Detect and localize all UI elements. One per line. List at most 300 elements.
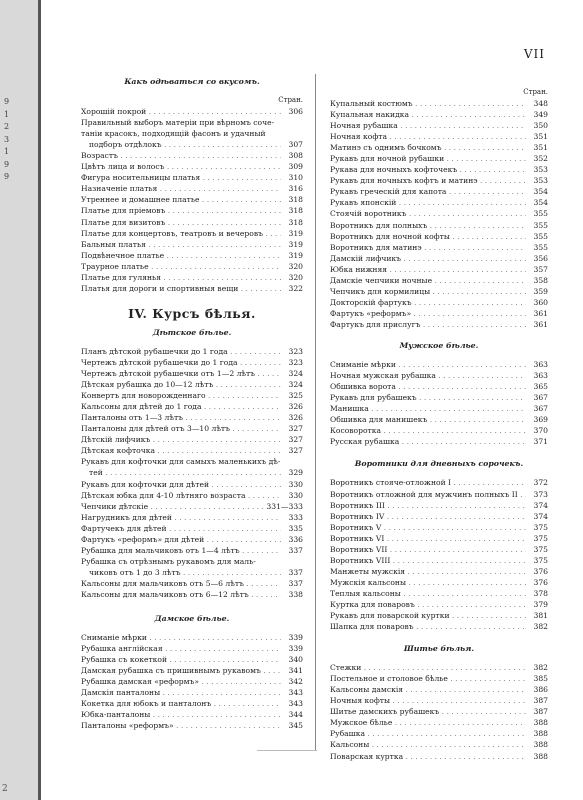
toc-entry (330, 621, 548, 632)
entry-title: Воротникъ отложной для мужчинъ полныхъ II . . . (330, 489, 526, 500)
toc-entry (81, 346, 303, 357)
entry-page: 316 (288, 184, 303, 194)
entry-title: Купальный костюмъ . . . (330, 98, 526, 109)
entry-page: 351 (533, 132, 548, 142)
entry-page: 388 (533, 751, 548, 761)
toc-entry (81, 283, 303, 294)
toc-entry (330, 566, 548, 577)
toc-entry (330, 286, 548, 297)
entry-page: 365 (533, 382, 548, 392)
entry-page: 375 (533, 522, 548, 532)
toc-entry (330, 109, 548, 120)
entry-title: Мужскія кальсоны . . . (330, 577, 526, 588)
entry-page: 322 (288, 283, 303, 293)
toc-entry (81, 205, 303, 216)
entry-page: 355 (533, 231, 548, 241)
toc-entry (330, 577, 548, 588)
entry-title: Рукавъ для ночныхъ кофтъ и матинэ . . . (330, 175, 526, 186)
entry-page: 307 (288, 140, 303, 150)
entry-page: 351 (533, 143, 548, 153)
margin-mark: 1 (4, 109, 10, 119)
toc-entry (81, 250, 303, 261)
entry-page: 355 (533, 242, 548, 252)
entry-page: 355 (533, 209, 548, 219)
toc-list (330, 98, 548, 330)
section-title: Дамское бѣлье. (154, 614, 230, 624)
entry-title: Платья для дороги и спортивныя вещи . . . (81, 283, 281, 294)
toc-entry (81, 357, 303, 368)
margin-mark: 9 (4, 97, 10, 106)
toc-entry (330, 599, 548, 610)
toc-entry (330, 253, 548, 264)
entry-page: 355 (533, 220, 548, 230)
margin-mark: 2 (4, 122, 10, 131)
entry-title: Кокетка для юбокъ и панталонъ . . . (81, 698, 281, 709)
toc-entry (81, 512, 303, 523)
entry-page: 340 (288, 655, 303, 665)
entry-title: Рубашка . . . (330, 728, 526, 739)
toc-entry (330, 588, 548, 599)
entry-page: 356 (533, 253, 548, 263)
entry-page: 382 (533, 622, 548, 632)
toc-entry (330, 751, 548, 762)
entry-title: Фартучекъ для дѣтей . . . (81, 523, 281, 534)
entry-title: Рубашка дамская «реформъ» . . . (81, 676, 281, 687)
entry-title: Матинэ съ однимъ бочкомъ . . . (330, 142, 526, 153)
entry-page: 341 (288, 666, 303, 676)
entry-title: Купальная накидка . . . (330, 109, 526, 120)
toc-entry (330, 153, 548, 164)
entry-title: Конвертъ для новорожденнаго . . . (81, 390, 281, 401)
entry-title: Рубашка съ кокеткой . . . (81, 654, 281, 665)
entry-page: 363 (533, 360, 548, 370)
entry-page: 375 (533, 544, 548, 554)
entry-title: Дѣтскій лифчикъ . . . (81, 434, 281, 445)
entry-page: 374 (533, 511, 548, 521)
entry-page: 357 (533, 264, 548, 274)
entry-title: Обшивка ворота . . . (330, 381, 526, 392)
toc-entry (330, 533, 548, 544)
toc-entry (330, 275, 548, 286)
entry-title: Платье для пріемовъ . . . (81, 205, 281, 216)
toc-entry (330, 695, 548, 706)
toc-entry (330, 381, 548, 392)
toc-entry (81, 161, 303, 172)
entry-title: Рукава для ночныхъ кофточекъ . . . (330, 164, 526, 175)
entry-title: Кальсоны дамскія . . . (330, 684, 526, 695)
toc-entry (330, 120, 548, 131)
entry-title: Дамскій лифчикъ . . . (330, 253, 526, 264)
entry-page: 333 (288, 512, 303, 522)
entry-page: 352 (533, 154, 548, 164)
entry-title: Воротникъ VIII . . . (330, 555, 526, 566)
entry-page: 371 (533, 437, 548, 447)
entry-page: 359 (533, 286, 548, 296)
entry-page: 320 (288, 272, 303, 282)
entry-title: Панталоны «реформъ» . . . (81, 720, 281, 731)
toc-entry (81, 490, 303, 501)
entry-page: 387 (533, 707, 548, 717)
entry-page: 327 (288, 446, 303, 456)
entry-page: 375 (533, 533, 548, 543)
entry-page: 350 (533, 121, 548, 131)
entry-title: Рукавъ для поварской куртки . . . (330, 610, 526, 621)
entry-title: Панталоны для дѣтей отъ 3—10 лѣтъ . . . (81, 423, 281, 434)
page-column-header: Стран. (523, 88, 548, 96)
entry-title: Кальсоны . . . (330, 739, 526, 750)
entry-title: Сниманіе мѣрки . . . (330, 359, 526, 370)
entry-page: 358 (533, 275, 548, 285)
entry-title: Докторскій фартукъ . . . (330, 297, 526, 308)
toc-entry (330, 610, 548, 621)
toc-entry (81, 261, 303, 272)
entry-page: 320 (288, 261, 303, 271)
entry-title: Шитье дамскихъ рубашекъ . . . (330, 706, 526, 717)
toc-entry (330, 728, 548, 739)
entry-title: Воротникъ для ночной кофты . . . (330, 231, 526, 242)
entry-page: 318 (288, 217, 303, 227)
toc-entry (330, 684, 548, 695)
entry-page: 343 (288, 699, 303, 709)
toc-entry (81, 128, 303, 139)
entry-title: Стежки . . . (330, 662, 526, 673)
entry-page: 327 (288, 435, 303, 445)
entry-page: 337 (288, 567, 303, 577)
entry-title: Постельное и столовое бѣлье . . . (330, 673, 526, 684)
entry-page: 353 (533, 176, 548, 186)
toc-entry (330, 208, 548, 219)
toc-entry (81, 687, 303, 698)
entry-title: Возрастъ . . . (81, 150, 281, 161)
toc-entry (330, 436, 548, 447)
entry-page: 343 (288, 688, 303, 698)
entry-title: Воротникъ IV . . . (330, 511, 526, 522)
toc-entry (330, 392, 548, 403)
entry-page: 367 (533, 393, 548, 403)
entry-page: 348 (533, 99, 548, 108)
toc-entry (330, 673, 548, 684)
entry-page: 327 (288, 424, 303, 434)
entry-title: Рубашка англійская . . . (81, 643, 281, 654)
entry-title: Юбка нижняя . . . (330, 264, 526, 275)
toc-entry (330, 142, 548, 153)
entry-page: 324 (288, 369, 303, 379)
entry-title: Фигура носительницы платья . . . (81, 172, 281, 183)
toc-list (330, 477, 548, 632)
section-title: Воротники для дневныхъ сорочекъ. (354, 459, 524, 469)
toc-entry (81, 239, 303, 250)
toc-entry (81, 556, 303, 567)
toc-entry (330, 297, 548, 308)
toc-entry (81, 172, 303, 183)
entry-title: Юбка-панталоны . . . (81, 709, 281, 720)
entry-title: Ночная рубашка . . . (330, 120, 526, 131)
entry-page: 369 (533, 415, 548, 425)
toc-entry (330, 131, 548, 142)
column-divider (315, 74, 316, 750)
toc-entry (81, 423, 303, 434)
toc-entry (330, 242, 548, 253)
entry-title: Обшивка для манишекъ . . . (330, 414, 526, 425)
toc-entry (81, 676, 303, 687)
entry-title: Теплыя кальсоны . . . (330, 588, 526, 599)
entry-page: 349 (533, 110, 548, 120)
entry-page: 326 (288, 402, 303, 412)
entry-title: Фартукъ «реформъ» для дѣтей . . . (81, 534, 281, 545)
entry-page: 344 (288, 710, 303, 720)
entry-title: Рубашка для мальчиковъ отъ 1—4 лѣтъ . . . (81, 545, 281, 556)
entry-title: Воротникъ VI . . . (330, 533, 526, 544)
entry-page: 310 (288, 173, 303, 183)
entry-title: Ночная мужская рубашка . . . (330, 370, 526, 381)
toc-entry (81, 272, 303, 283)
entry-title: Ночная кофта . . . (330, 131, 526, 142)
toc-entry (81, 183, 303, 194)
entry-page: 339 (288, 633, 303, 643)
entry-page: 325 (288, 391, 303, 401)
toc-entry (81, 720, 303, 731)
entry-page: 342 (288, 677, 303, 687)
entry-title: Воротникъ VII . . . (330, 544, 526, 555)
toc-entry (81, 401, 303, 412)
toc-entry (81, 445, 303, 456)
toc-entry (81, 632, 303, 643)
toc-entry (81, 228, 303, 239)
entry-page: 360 (533, 297, 548, 307)
entry-title: Чепчикъ для кормилицы . . . (330, 286, 526, 297)
entry-title: чиковъ отъ 1 до 3 лѣтъ . . . (89, 567, 281, 578)
toc-entry (81, 501, 303, 512)
margin-mark: 3 (4, 134, 10, 144)
entry-title: Косоворотка . . . (330, 425, 526, 436)
entry-title: Куртка для поваровъ . . . (330, 599, 526, 610)
toc-entry (81, 390, 303, 401)
section-title: Какъ одѣваться со вкусомъ. (124, 77, 260, 86)
entry-title: Манишка . . . (330, 403, 526, 414)
toc-entry (81, 456, 303, 467)
entry-page: 319 (288, 250, 303, 260)
entry-title: Кальсоны для мальчиковъ отъ 6—12 лѣтъ . . . (81, 589, 281, 600)
margin-marks (4, 96, 9, 184)
entry-page: 363 (533, 371, 548, 381)
toc-entry (81, 368, 303, 379)
entry-title: Шапка для поваровъ . . . (330, 621, 526, 632)
entry-page: 373 (533, 489, 548, 499)
toc-entry (81, 589, 303, 600)
entry-page: 324 (288, 380, 303, 390)
entry-page: 319 (288, 239, 303, 249)
toc-entry (81, 217, 303, 228)
entry-title: Рукавъ для рубашекъ . . . (330, 392, 526, 403)
entry-title: Дамскія панталоны . . . (81, 687, 281, 698)
entry-page: 323 (288, 346, 303, 356)
toc-entry (81, 567, 303, 578)
entry-title: Платье для гулянья . . . (81, 272, 281, 283)
toc-entry (81, 194, 303, 205)
toc-entry (81, 709, 303, 720)
toc-entry (330, 175, 548, 186)
entry-title: Русская рубашка . . . (330, 436, 526, 447)
toc-entry (330, 197, 548, 208)
toc-entry (81, 578, 303, 589)
entry-page: 330 (288, 490, 303, 500)
toc-entry (81, 139, 303, 150)
entry-page: 376 (533, 566, 548, 576)
entry-title: таніи красокъ, подходящій фасонъ и удачный (81, 129, 266, 139)
entry-title: Чертежъ дѣтской рубашечки отъ 1—2 лѣтъ . . . (81, 368, 281, 379)
entry-title: Кальсоны для мальчиковъ отъ 5—6 лѣтъ . . . (81, 578, 281, 589)
toc-entry (330, 544, 548, 555)
entry-page: 379 (533, 599, 548, 609)
entry-title: Хорошій покрой . . . (81, 106, 281, 117)
corner-mark: 2 (2, 784, 8, 794)
toc-entry (330, 220, 548, 231)
entry-page: 318 (288, 206, 303, 216)
entry-page: 370 (533, 426, 548, 436)
binding-edge (38, 0, 41, 800)
entry-page: 308 (288, 151, 303, 161)
toc-entry (81, 150, 303, 161)
entry-page: 388 (533, 718, 548, 728)
entry-page: 319 (288, 228, 303, 238)
entry-title: Дѣтская кофточка . . . (81, 445, 281, 456)
left-column (81, 76, 303, 731)
entry-page: 385 (533, 674, 548, 684)
entry-page: 388 (533, 740, 548, 750)
entry-page: 361 (533, 308, 548, 318)
entry-title: Панталоны отъ 1—3 лѣтъ . . . (81, 412, 281, 423)
entry-page: 330 (288, 479, 303, 489)
entry-title: Воротникъ III . . . (330, 500, 526, 511)
entry-title: Рубашка съ отрѣзнымъ рукавомъ для маль- (81, 556, 256, 566)
entry-page: 306 (288, 107, 303, 117)
toc-entry (330, 662, 548, 673)
toc-entry (81, 117, 303, 128)
entry-page: 361 (533, 319, 548, 329)
toc-entry (330, 489, 548, 500)
toc-entry (330, 308, 548, 319)
page-number: VII (523, 47, 545, 61)
entry-page: 367 (533, 404, 548, 414)
entry-page: 336 (288, 534, 303, 544)
toc-list (330, 359, 548, 447)
entry-title: Поварская куртка . . . (330, 751, 526, 762)
entry-page: 329 (288, 468, 303, 478)
entry-page: 353 (533, 165, 548, 175)
entry-page: 335 (288, 523, 303, 533)
entry-title: Правильный выборъ матеріи при вѣрномъ соче- (81, 118, 275, 128)
toc-entry (330, 739, 548, 750)
entry-title: Стоячій воротникъ . . . (330, 208, 526, 219)
entry-page: 376 (533, 577, 548, 587)
entry-title: Дѣтская рубашка до 10—12 лѣтъ . . . (81, 379, 281, 390)
entry-page: 323 (288, 357, 303, 367)
entry-page: 337 (288, 578, 303, 588)
toc-entry (81, 643, 303, 654)
toc-entry (81, 379, 303, 390)
margin-mark: 1 (4, 147, 10, 156)
entry-title: тей . . . (89, 467, 281, 478)
toc-entry (330, 522, 548, 533)
toc-entry (81, 106, 303, 117)
toc-entry (81, 467, 303, 478)
entry-page: 331—333 (266, 501, 303, 511)
toc-entry (330, 370, 548, 381)
entry-title: Цвѣтъ лица и волосъ . . . (81, 161, 281, 172)
toc-entry (81, 434, 303, 445)
entry-title: Фартукъ для прислугъ . . . (330, 319, 526, 330)
entry-title: Рукавъ греческій для капота . . . (330, 186, 526, 197)
entry-title: Рукавъ для кофточки для дѣтей . . . (81, 479, 281, 490)
toc-entry (81, 523, 303, 534)
entry-title: Рукавъ для ночной рубашки . . . (330, 153, 526, 164)
entry-page: 386 (533, 685, 548, 695)
toc-entry (81, 479, 303, 490)
toc-entry (330, 164, 548, 175)
page-column-header: Стран. (278, 96, 303, 105)
entry-page: 339 (288, 644, 303, 654)
entry-title: Воротникъ стояче-отложной I . . . (330, 477, 526, 488)
entry-page: 326 (288, 413, 303, 423)
toc-list (81, 106, 303, 294)
entry-page: 337 (288, 545, 303, 555)
part-title: IV. Курсъ бѣлья. (128, 305, 256, 321)
entry-page: 387 (533, 696, 548, 706)
toc-entry (330, 231, 548, 242)
toc-list (81, 632, 303, 731)
entry-title: Платье для концертовъ, театровъ и вечеровъ . . . (81, 228, 281, 239)
margin-mark: 9 (4, 159, 10, 169)
entry-title: Траурное платье . . . (81, 261, 281, 272)
toc-entry (81, 665, 303, 676)
toc-entry (330, 500, 548, 511)
toc-entry (81, 654, 303, 665)
section-title: Дѣтское бѣлье. (152, 327, 232, 337)
toc-entry (330, 186, 548, 197)
toc-entry (330, 477, 548, 488)
entry-title: Чертежъ дѣтской рубашечки до 1 года . . . (81, 357, 281, 368)
toc-entry (330, 414, 548, 425)
entry-page: 354 (533, 187, 548, 197)
entry-title: Воротникъ V . . . (330, 522, 526, 533)
toc-entry (330, 403, 548, 414)
toc-entry (81, 534, 303, 545)
entry-title: Рукавъ для кофточки для самыхъ маленькихъ дѣ- (81, 457, 281, 467)
entry-title: Планъ дѣтской рубашечки до 1 года . . . (81, 346, 281, 357)
entry-title: Бальныя платья . . . (81, 239, 281, 250)
entry-page: 375 (533, 555, 548, 565)
entry-title: Фартукъ «реформъ» . . . (330, 308, 526, 319)
entry-page: 382 (533, 663, 548, 673)
entry-page: 309 (288, 162, 303, 172)
entry-page: 345 (288, 721, 303, 731)
entry-title: Рукавъ японскій . . . (330, 197, 526, 208)
toc-entry (81, 545, 303, 556)
toc-entry (330, 264, 548, 275)
toc-entry (330, 706, 548, 717)
toc-entry (330, 717, 548, 728)
section-title: Шитье бѣлья. (403, 644, 475, 654)
section-title: Мужское бѣлье. (399, 340, 479, 350)
margin-mark: 9 (4, 172, 10, 181)
entry-page: 318 (288, 195, 303, 205)
entry-title: Сниманіе мѣрки . . . (81, 632, 281, 643)
entry-title: Мужское бѣлье . . . (330, 717, 526, 728)
entry-page: 338 (288, 589, 303, 599)
entry-title: Ночныя кофты . . . (330, 695, 526, 706)
toc-entry (330, 359, 548, 370)
toc-list (81, 346, 303, 600)
